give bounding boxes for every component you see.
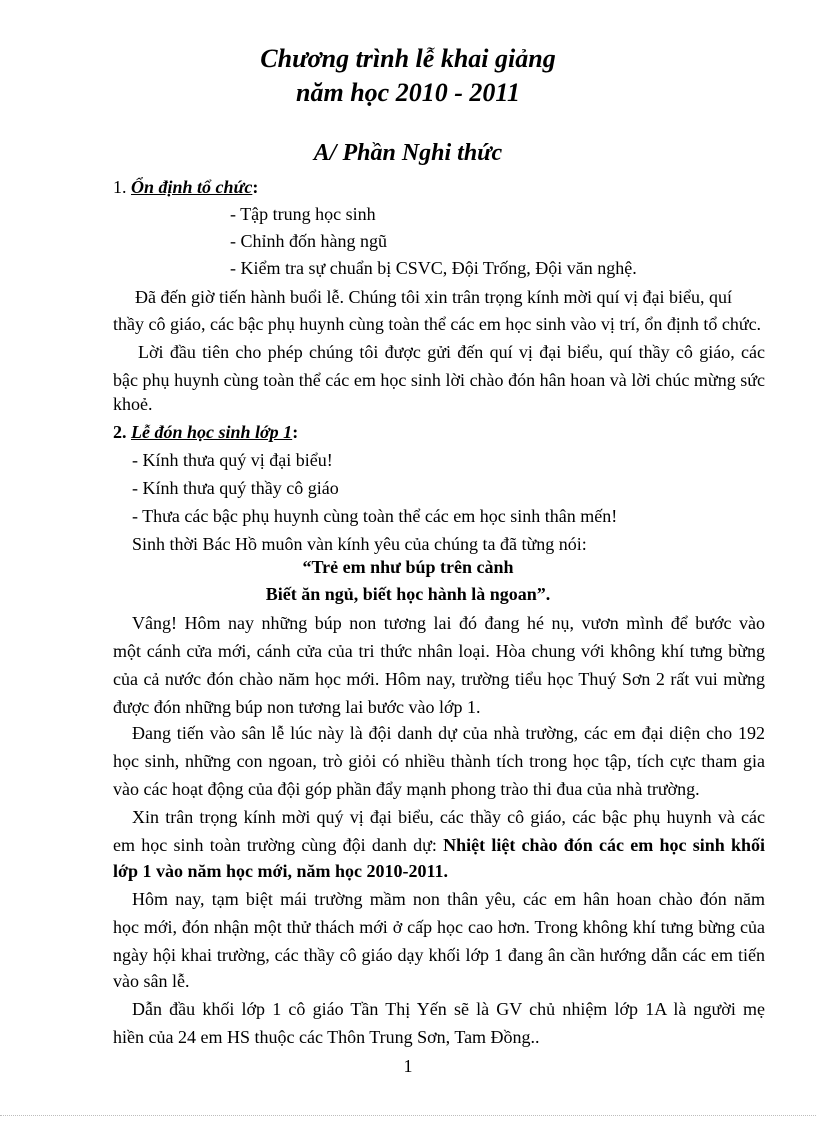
para-dan-line-1: Dẫn đầu khối lớp 1 cô giáo Tần Thị Yến sẽ là GV chủ nhiệm lớp 1A là người mẹ [132,999,765,1019]
para-homnay-line-2: học mới, đón nhận một thử thách mới ở cấp học cao hơn. Trong không khí tưng bừng của [113,917,765,937]
part-1-heading [113,176,258,198]
part-1-item-3: - Kiểm tra sự chuẩn bị CSVC, Đội Trống, Đội văn nghệ. [230,258,637,278]
para-homnay-line-1: Hôm nay, tạm biệt mái trường mầm non thân yêu, các em hân hoan chào đón năm [132,889,765,909]
title-line-2: năm học 2010 - 2011 [296,78,520,107]
part-1-item-1: - Tập trung học sinh [230,204,376,224]
greeting-2: - Kính thưa quý thầy cô giáo [132,478,339,498]
para-vang-line-1: Vâng! Hôm nay những búp non tương lai đó đang hé nụ, vươn mình để bước vào [132,613,765,633]
para-xin-line-2-plain: em học sinh toàn trường cùng đội danh dự: [113,835,444,855]
page-footer-divider [0,1115,816,1116]
title-line-1: Chương trình lễ khai giảng [260,44,556,73]
para-vang-line-2: một cánh cửa mới, cánh cửa của tri thức nhân loại. Hòa chung với không khí tưng bừng [113,641,765,661]
para-2-line-1: Lời đầu tiên cho phép chúng tôi được gửi đến quí vị đại biểu, quí thầy cô giáo, các [138,342,765,362]
para-dang-line-1: Đang tiến vào sân lễ lúc này là đội danh dự của nhà trường, các em đại diện cho 192 [132,723,765,743]
para-2-line-3: khoẻ. [113,394,153,414]
para-xin-line-2 [113,834,765,856]
part-2-heading [113,421,298,443]
greeting-3: - Thưa các bậc phụ huynh cùng toàn thể các em học sinh thân mến! [132,506,618,526]
para-xin-line-3: lớp 1 vào năm học mới, năm học 2010-2011. [113,861,448,881]
para-xin-line-2-bold: Nhiệt liệt chào đón các em học sinh khối [443,835,766,855]
para-2-line-2: bậc phụ huynh cùng toàn thể các em học sinh lời chào đón hân hoan và lời chúc mừng sức [113,370,765,390]
section-a-heading: A/ Phần Nghi thức [313,140,503,166]
quote-line-1: “Trẻ em như búp trên cành [302,557,514,577]
para-dang-line-2: học sinh, những con ngoan, trò giỏi có nhiều thành tích trong học tập, tích cực tham gia [113,751,765,771]
para-vang-line-4: được đón những búp non tương lai bước vào lớp 1. [113,697,481,717]
greeting-1: - Kính thưa quý vị đại biểu! [132,450,333,470]
para-homnay-line-4: vào sân lễ. [113,971,190,991]
part-1-item-2: - Chỉnh đốn hàng ngũ [230,231,387,251]
part-2-colon: : [292,422,299,442]
para-1-line-1: Đã đến giờ tiến hành buổi lễ. Chúng tôi xin trân trọng kính mời quí vị đại biểu, quí [135,287,732,307]
para-dang-line-3: vào các hoạt động của đội góp phần đẩy mạnh phong trào thi đua của nhà trường. [113,779,700,799]
para-xin-line-1: Xin trân trọng kính mời quý vị đại biểu, các thầy cô giáo, các bậc phụ huynh và các [132,807,765,827]
para-dan-line-2: hiền của 24 em HS thuộc các Thôn Trung Sơn, Tam Đồng.. [113,1027,540,1047]
para-1-line-2: thầy cô giáo, các bậc phụ huynh cùng toàn thể các em học sinh vào vị trí, ổn định tổ chức. [113,314,762,334]
page-number: 1 [403,1056,413,1076]
para-vang-line-3: của cả nước đón chào năm học mới. Hôm nay, trường tiểu học Thuý Sơn 2 rất vui mừng [113,669,765,689]
quote-line-2: Biết ăn ngủ, biết học hành là ngoan”. [265,584,551,604]
part-1-title: Ổn định tổ chức [131,177,253,197]
part-1-colon: : [252,177,259,197]
part-1-number: 1. [113,177,127,197]
para-homnay-line-3: ngày hội khai trường, các thầy cô giáo dạy khối lớp 1 đang ân cần hướng dẫn các em tiến [113,945,765,965]
part-2-number: 2. [113,422,127,442]
part-2-title: Lễ đón học sinh lớp 1 [131,422,293,442]
quote-intro: Sinh thời Bác Hồ muôn vàn kính yêu của chúng ta đã từng nói: [132,534,587,554]
